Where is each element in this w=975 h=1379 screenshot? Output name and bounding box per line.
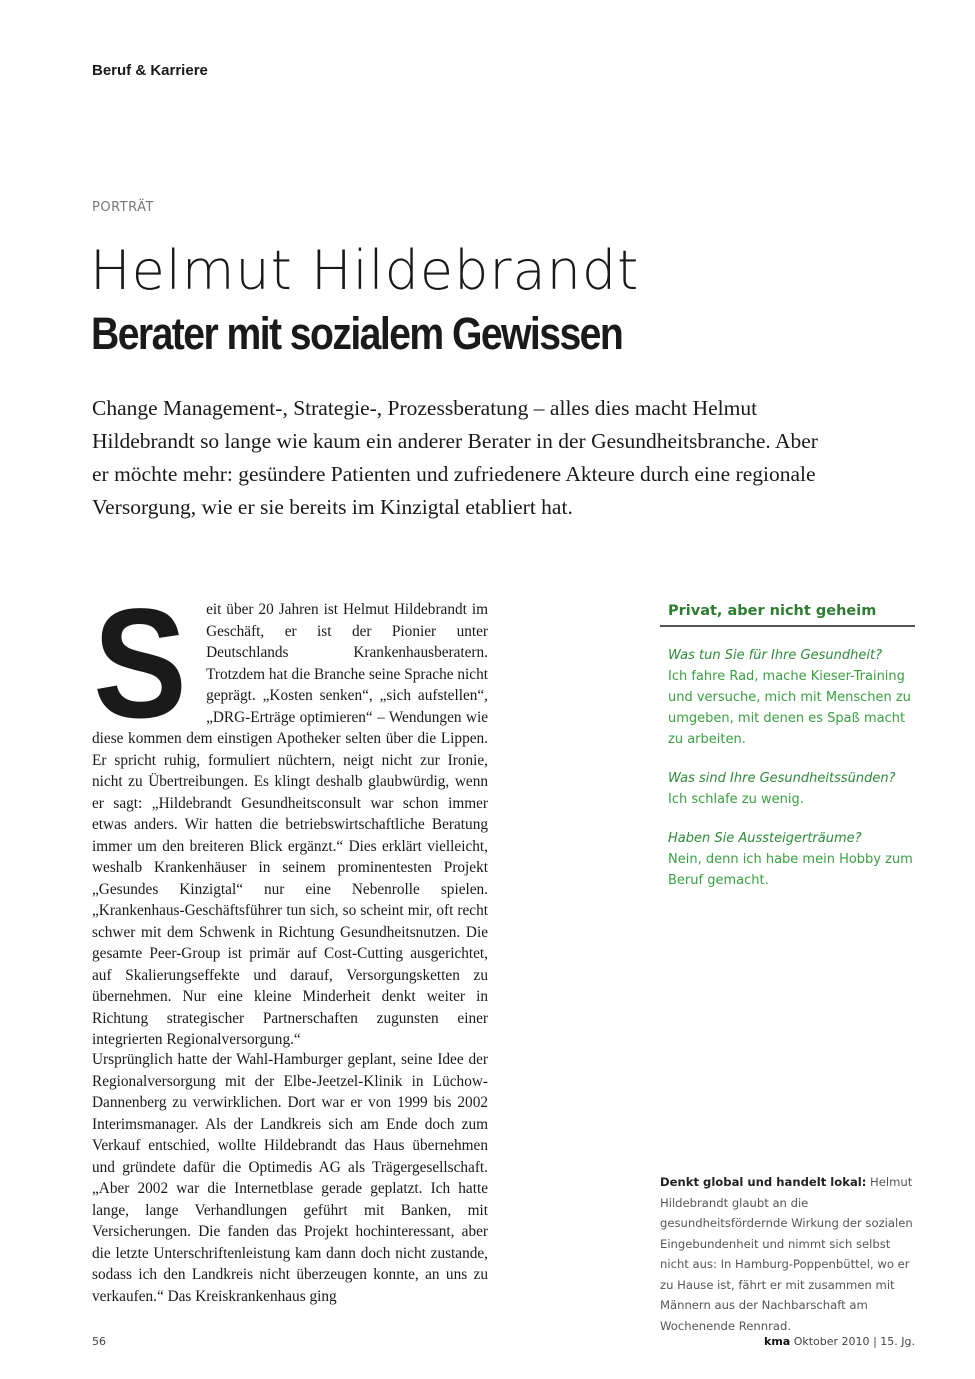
article-kicker: PORTRÄT: [92, 200, 154, 215]
sidebar-title: Privat, aber nicht geheim: [660, 599, 915, 627]
drop-cap: S: [93, 577, 187, 751]
paragraph-text: Ursprünglich hatte der Wahl-Hamburger geplant, seine Idee der Regionalversorgung mit der Elbe-Jeetzel-Klinik in Lüchow-Dannenberg zu verwirklichen. Dort war er von 1999 bis 2002 Interimsmanager. Als der Landkreis sich am Ende doch zum Verkauf entschied, wollte Hildebrandt das Haus übernehmen und gründete dafür die Optimedis AG als Trägergesellschaft. „Aber 2002 war die Internetblase gerade geplatzt. Ich hatte lange, lange Verhandlungen geführt mit Banken, mit Versicherungen. Die fanden das Projekt hochinteressant, aber die letzte Unterschriftenleistung kam dann doch nicht zustande, sodass ich den Landkreis nicht überzeugen konnte, an uns zu verkaufen.“ Das Kreiskrankenhaus ging: [92, 1051, 488, 1305]
answer: Ich schlafe zu wenig.: [668, 792, 804, 807]
question: Was sind Ihre Gesundheitssünden?: [668, 771, 896, 786]
body-paragraph-2: [92, 1049, 488, 1307]
article-subtitle: Berater mit sozialem Gewissen: [91, 308, 623, 359]
answer: Nein, denn ich habe mein Hobby zum Beruf gemacht.: [668, 852, 913, 888]
sidebar-box: [660, 599, 915, 891]
issue-date: Oktober 2010: [793, 1335, 870, 1348]
section-header: Beruf & Karriere: [92, 62, 208, 79]
footer-separator: |: [873, 1335, 877, 1348]
paragraph-text: eit über 20 Jahren ist Helmut Hildebrandt im Geschäft, er ist der Pionier unter Deutschlands Krankenhausberatern. Trotzdem hat die Branche seine Sprache nicht geprägt. „Kosten senken“, „sich aufstellen“, „DRG-Erträge optimieren“ – Wendungen wie diese kommen dem einstigen Apotheker selten über die Lippen. Er spricht ruhig, formuliert nüchtern, neigt nicht zur Ironie, nicht zu Übertreibungen. Es klingt deshalb glaubwürdig, wenn er sagt: „Hildebrandt Gesundheitsconsult war schon immer etwas anders. Wir hatten die betriebswirtschaftliche Beratung immer um den breiteren Blick ergänzt.“ Dies erklärt vielleicht, weshalb Krankenhäuser in seinem prominentesten Projekt „Gesundes Kinzigtal“ nur eine Nebenrolle spielen. „Krankenhaus-Geschäftsführer tun sich, so scheint mir, oft recht schwer mit dem Schwenk in Richtung Gesundheitsnutzen. Die gesamte Peer-Group ist primär auf Cost-Cutting ausgerichtet, auf Skalierungseffekte und darauf, Versorgungsketten zu übernehmen. Nur eine kleine Minderheit denkt weiter in Richtung strategischer Partnerschaften zugunsten einer integrierten Regionalversorgung.“: [92, 601, 488, 1048]
question: Haben Sie Aussteigerträume?: [668, 831, 862, 846]
qa-item: [660, 828, 915, 891]
article-title: Helmut Hildebrandt: [90, 239, 640, 302]
volume: 15. Jg.: [880, 1335, 915, 1348]
article-lead: [92, 392, 832, 524]
magazine-logo: kma: [764, 1335, 791, 1348]
lead-text: Change Management-, Strategie-, Prozessberatung – alles dies macht Helmut Hildebrandt so lange wie kaum ein anderer Berater in der Gesundheitsbranche. Aber er möchte mehr: gesündere Patienten und zufriedenere Akteure durch eine regionale Versorgung, wie er sie bereits im Kinzigtal etabliert hat.: [92, 396, 818, 519]
question: Was tun Sie für Ihre Gesundheit?: [668, 648, 882, 663]
body-paragraph-1: [92, 577, 488, 1051]
qa-item: [660, 768, 915, 810]
caption-text: Helmut Hildebrandt glaubt an die gesundheitsfördernde Wirkung der sozialen Eingebundenheit und nimmt sich selbst nicht aus: In Hamburg-Poppenbüttel, wo er zu Hause ist, fährt er mit zusammen mit Männern aus der Nachbarschaft am Wochenende Rennrad.: [660, 1175, 913, 1333]
qa-item: [660, 645, 915, 750]
photo-caption: [660, 1172, 920, 1336]
footer-issue: [764, 1335, 915, 1348]
caption-lead: Denkt global und handelt lokal:: [660, 1175, 867, 1189]
page-number: 56: [92, 1335, 106, 1348]
answer: Ich fahre Rad, mache Kieser-Training und versuche, mich mit Menschen zu umgeben, mit denen es Spaß macht zu arbeiten.: [668, 669, 911, 747]
